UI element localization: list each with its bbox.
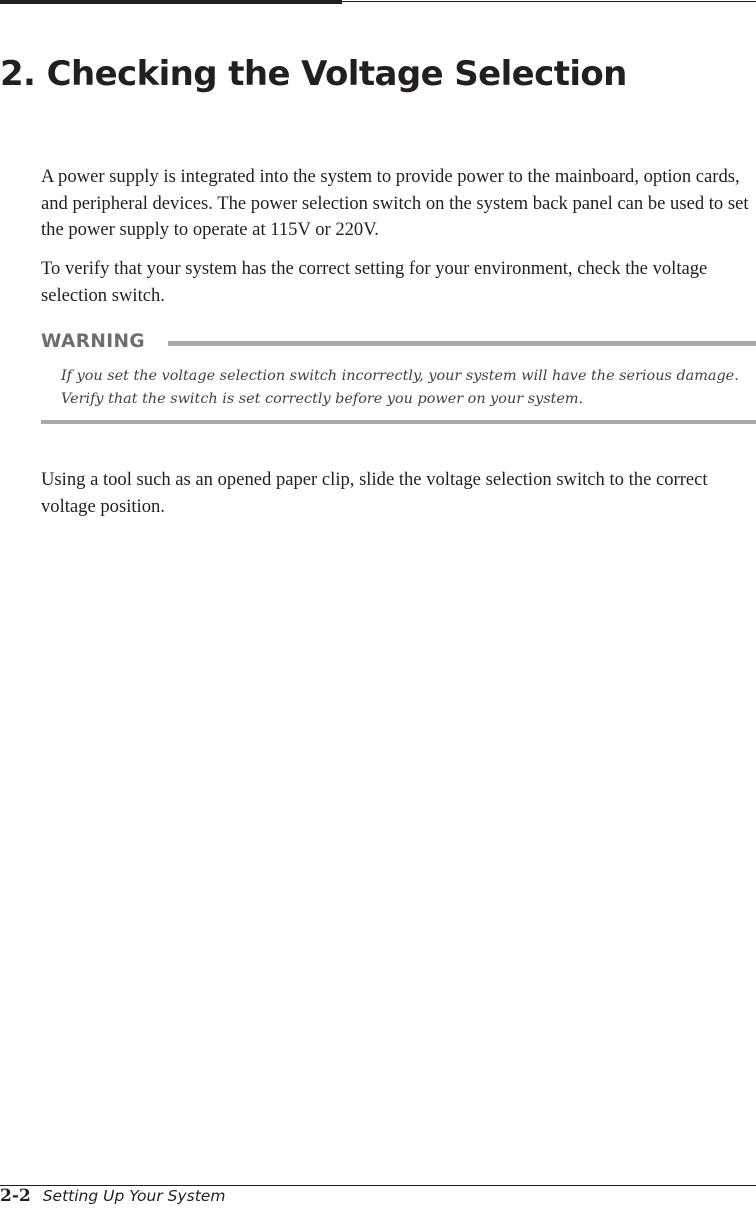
body-paragraph-verify-setting: To verify that your system has the correct setting for your environment, check the voltage selection switch. [41,258,708,306]
header-rule-thick [0,0,342,4]
section-title: 2. Checking the Voltage Selection [0,54,627,94]
warning-bottom-rule [41,420,756,424]
warning-text: If you set the voltage selection switch incorrectly, your system will have the serious damage. Verify that the switch is set correctly before you power on your system. [61,368,739,407]
page-footer [0,1186,225,1206]
warning-label: WARNING [41,331,145,352]
warning-top-rule [168,341,756,346]
body-paragraph-slide-switch: Using a tool such as an opened paper clip, slide the voltage selection switch to the correct voltage position. [41,469,708,517]
header-rule-thin [342,1,756,2]
body-paragraph-power-supply: A power supply is integrated into the system to provide power to the mainboard, option cards, and peripheral devices. The power selection switch on the system back panel can be used to set the power supply to operate at 115V or 220V. [41,166,749,240]
chapter-title: Setting Up Your System [42,1187,226,1205]
page-number: 2-2 [0,1186,31,1206]
